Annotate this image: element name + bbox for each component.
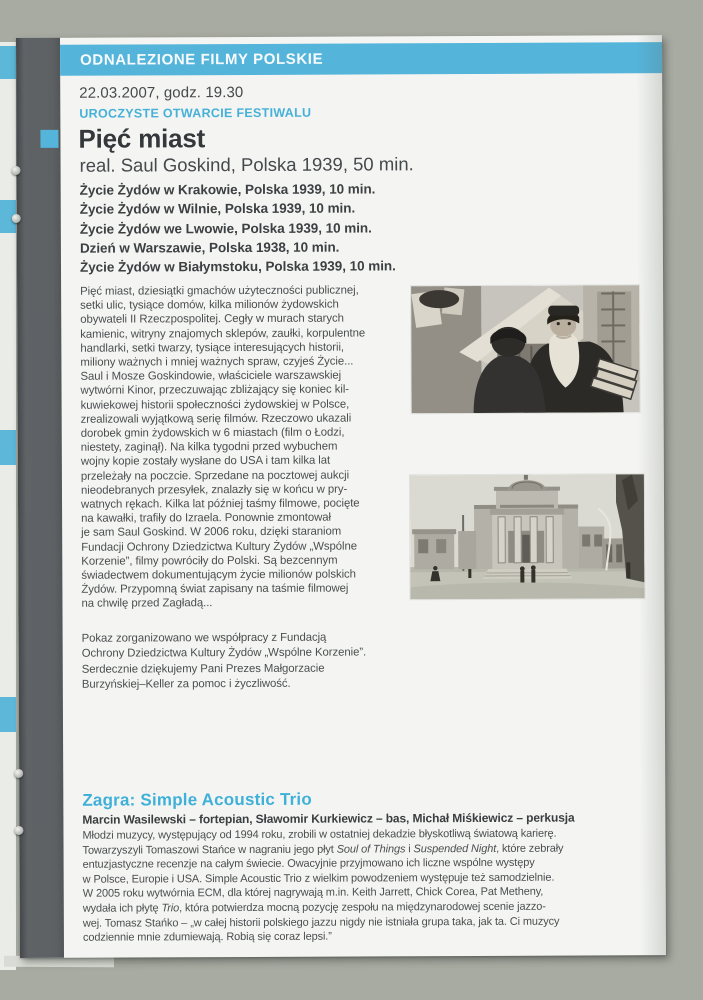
spine-strip [16, 38, 64, 958]
film-list [80, 179, 396, 277]
event-title: Pięć miast [78, 123, 206, 154]
film-list-item: Życie Żydów we Lwowie, Polska 1939, 10 min. [79, 220, 372, 237]
staple [12, 214, 21, 223]
section-header-label: ODNALEZIONE FILMY POLSKIE [80, 50, 324, 69]
event-description: Pięć miast, dziesiątki gmachów użyteczności publicznej, setki ulic, tysiące domów, kilka milionów żydowskich obywateli II Rzeczpospolitej. Cegły w murach starych kamienic, witryny znajomych sklepów, zaułki, korpulentne handlarki, setki twarzy, tysiące interesujących historii, miliony ważnych i mniej ważnych spraw, czyjeś Życie... Saul i Mosze Goskindowie, właściciele warszawskiej wytwórni Kinor, przeczuwając zbliżający się koniec kil- kuwiekowej historii społeczności żydowskiej w Polsce, zrealizowali wyjątkową serię filmów. Rzeczowo ukazali dorobek gmin żydowskich w 6 miastach (film o Łodzi, niestety, zaginął). Na kilka tygodni przed wybuchem wojny kopie zostały wysłane do USA i tam kilka lat przeleżały na poczcie. Sprzedane na pocztowej aukcji nieodebranych przesyłek, znalazły się w końcu w pry- watnych rękach. Kilka lat później taśmy filmowe, pocięte na kawałki, trafiły do Izraela. Ponownie zmontował je sam Saul Goskind. W 2006 roku, dzięki staraniom Fundacji Ochrony Dziedzictwa Kultury Żydów „Wspólne Korzenie”, filmy powróciły do Polski. Są bezcennym świadectwem dokumentującym życie milionów polskich Żydów. Przypomną świat zapisany na taśmie filmowej na chwilę przed Zagładą... [80, 284, 366, 611]
edge-cyan-patch [0, 697, 16, 732]
event-datetime: 22.03.2007, godz. 19.30 [79, 84, 244, 102]
edge-cyan-patch [0, 430, 16, 465]
booklet-page [16, 35, 666, 958]
synagogue-image [410, 474, 645, 599]
staple [14, 769, 23, 778]
film-list-item: Życie Żydów w Krakowie, Polska 1939, 10 min. [79, 181, 376, 198]
film-list-item: Życie Żydów w Białymstoku, Polska 1939, 10 min. [79, 258, 396, 275]
photo-synagogue [410, 474, 645, 599]
staple [14, 826, 23, 835]
concert-bio: Młodzi muzycy, występujący od 1994 roku, zrobili w ostatniej dekadzie błyskotliwą światową karierę. Towarzyszyli Tomaszowi Stańce w nagraniu jego płyt Soul of Things i Suspended Night, które zebrały entuzjastyczne recenzje na całym świecie. Owacyjnie przyjmowano ich liczne wspólne występy w Polsce, Europie i USA. Simple Acoustic Trio z wielkim powodzeniem występuje też samodzielnie. W 2005 roku wytwórnia ECM, dla której nagrywają m.in. Keith Jarrett, Chick Corea, Pat Metheny, wydała ich płytę Trio, która potwierdza mocną pozycję zespołu na międzynarodowej scenie jazzo- wej. Tomasz Stańko – „w całej historii polskiego jazzu nigdy nie istniała grupa taka, jak ta. Ci muzycy codziennie mnie zdumiewają. Robią się coraz lepsi.” [82, 827, 564, 944]
title-bullet-square [40, 130, 58, 148]
event-occasion: UROCZYSTE OTWARCIE FESTIWALU [79, 105, 312, 121]
director-line: real. Saul Goskind, Polska 1939, 50 min. [79, 153, 414, 176]
concert-heading: Zagra: Simple Acoustic Trio [82, 789, 312, 810]
street-scene-image [411, 285, 640, 413]
film-list-item: Życie Żydów w Wilnie, Polska 1939, 10 min. [79, 200, 356, 218]
photo-street-bookseller [411, 285, 640, 413]
film-list-item: Dzień w Warszawie, Polska 1938, 10 min. [79, 239, 340, 256]
edge-cyan-patch [0, 46, 16, 79]
staple [12, 166, 21, 175]
concert-lineup: Marcin Wasilewski – fortepian, Sławomir Kurkiewicz – bas, Michał Miśkiewicz – perkusja [82, 810, 575, 827]
section-header-bar [60, 42, 662, 76]
credits-note: Pokaz zorganizowano we współpracy z Fundacją Ochrony Dziedzictwa Kultury Żydów „Wspólne Korzenie”. Serdecznie dziękujemy Pani Prezes Małgorzacie Burzyńskiej–Keller za pomoc i życzliwość. [81, 631, 367, 691]
